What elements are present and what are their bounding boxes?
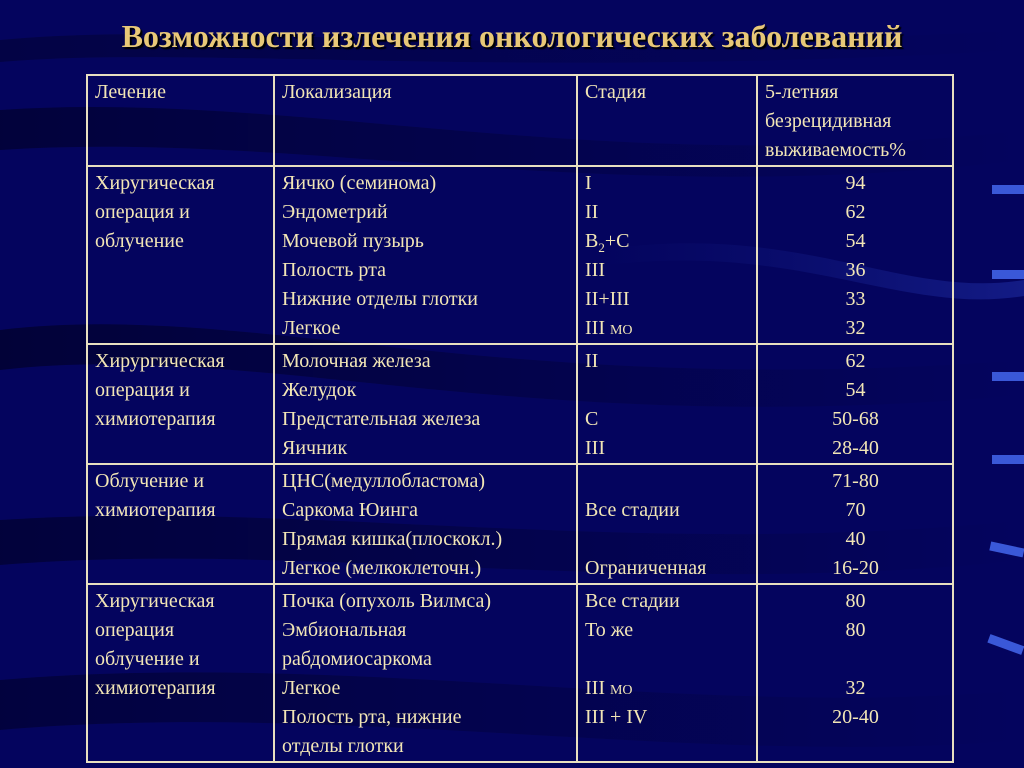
header-localization: Локализация: [274, 75, 577, 166]
survival-cell: 94 62 54 36 33 32: [757, 166, 953, 344]
stage-cell: I II $B_2+C$ III II+III III МО: [577, 166, 757, 344]
table-row: [87, 464, 953, 584]
slide-title: Возможности излечения онкологических заболеваний: [121, 18, 903, 54]
localization-cell: Почка (опухоль Вилмса) Эмбиональная рабдомиосаркома Легкое Полость рта, нижние отделы глотки: [274, 584, 577, 762]
treatment-cell: Хирургическая операция и химиотерапия: [87, 344, 274, 464]
survival-table: [86, 74, 954, 763]
header-survival: 5-летняя безрецидивная выживаемость%: [757, 75, 953, 166]
stage-cell: Все стадии Ограниченная: [577, 464, 757, 584]
stage-cell: Все стадии То же III МО III + IV: [577, 584, 757, 762]
treatment-cell: Хиругическая операция и облучение: [87, 166, 274, 344]
table-row: [87, 344, 953, 464]
treatment-cell: Облучение и химиотерапия: [87, 464, 274, 584]
localization-cell: ЦНС(медуллобластома) Саркома Юинга Прямая кишка(плоскокл.) Легкое (мелкоклеточн.): [274, 464, 577, 584]
localization-cell: Яичко (семинома) Эндометрий Мочевой пузырь Полость рта Нижние отделы глотки Легкое: [274, 166, 577, 344]
header-treatment: Лечение: [87, 75, 274, 166]
survival-cell: 71-80 70 40 16-20: [757, 464, 953, 584]
table-row: [87, 166, 953, 344]
survival-cell: 62 54 50-68 28-40: [757, 344, 953, 464]
survival-cell: 80 80 32 20-40: [757, 584, 953, 762]
treatment-cell: Хиругическая операция облучение и химиотерапия: [87, 584, 274, 762]
table-row: [87, 584, 953, 762]
stage-cell: II C III: [577, 344, 757, 464]
localization-cell: Молочная железа Желудок Предстательная железа Яичник: [274, 344, 577, 464]
table-header-row: [87, 75, 953, 166]
header-stage: Стадия: [577, 75, 757, 166]
